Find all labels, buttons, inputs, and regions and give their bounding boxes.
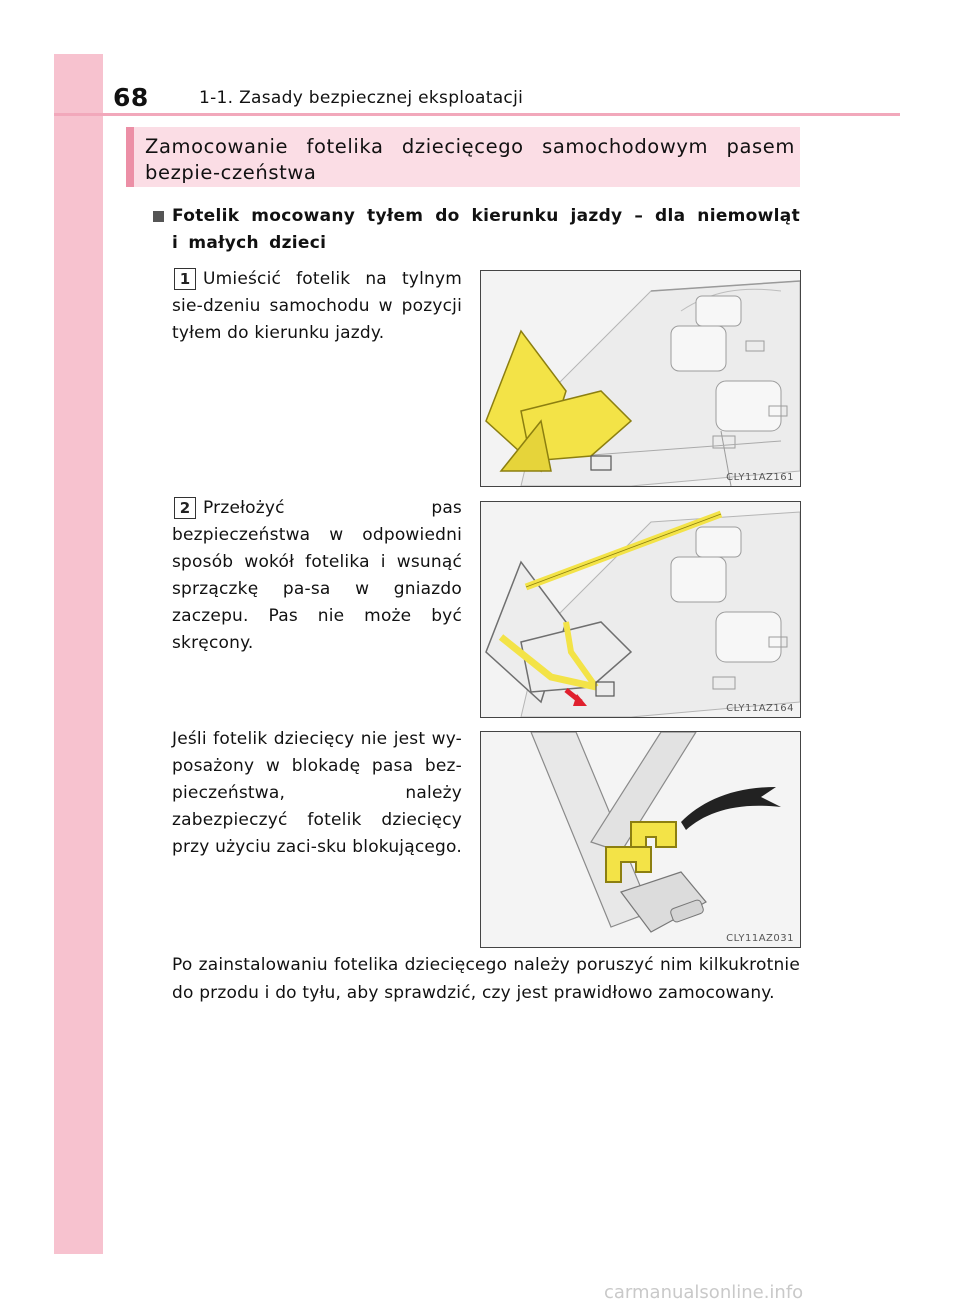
header-divider <box>54 113 900 116</box>
locking-clip-note: Jeśli fotelik dziecięcy nie jest wy-posażony w blokadę pasa bez-pieczeństwa, należy zabezpieczyć fotelik dziecięcy przy użyciu zaci-sku blokującego. <box>172 729 462 857</box>
figure-2-code: CLY11AZ164 <box>726 703 794 714</box>
watermark: carmanualsonline.info <box>604 1282 804 1303</box>
square-bullet-icon <box>153 211 164 222</box>
step-2-text: Przełożyć pas bezpieczeństwa w odpowiedni sposób wokół fotelika i wsunąć sprzączkę pa-sa w gniazdo zaczepu. Pas nie może być skręcony. <box>172 498 462 653</box>
figure-1 <box>480 270 801 487</box>
step-number-2: 2 <box>174 497 196 519</box>
subheading: Fotelik mocowany tyłem do kierunku jazdy – dla niemowląt i małych dzieci <box>172 206 800 253</box>
figure-3-illustration <box>481 732 800 947</box>
chapter-title: 1-1. Zasady bezpiecznej eksploatacji <box>199 88 524 108</box>
step-1-text: Umieścić fotelik na tylnym sie-dzeniu samochodu w pozycji tyłem do kierunku jazdy. <box>172 269 462 343</box>
figure-1-code: CLY11AZ161 <box>726 472 794 483</box>
step-number-1: 1 <box>174 268 196 290</box>
figure-3 <box>480 731 801 948</box>
section-accent-bar <box>126 127 134 187</box>
page-number: 68 <box>113 83 149 112</box>
figure-2-illustration <box>481 502 800 717</box>
side-band <box>54 54 103 1254</box>
installation-check-text: Po zainstalowaniu fotelika dziecięcego należy poruszyć nim kilkukrotnie do przodu i do tyłu, aby sprawdzić, czy jest prawidłowo zamocowany. <box>172 955 800 1003</box>
figure-3-code: CLY11AZ031 <box>726 933 794 944</box>
section-title: Zamocowanie fotelika dziecięcego samochodowym pasem bezpie-czeństwa <box>145 135 795 184</box>
figure-2 <box>480 501 801 718</box>
figure-1-illustration <box>481 271 800 486</box>
